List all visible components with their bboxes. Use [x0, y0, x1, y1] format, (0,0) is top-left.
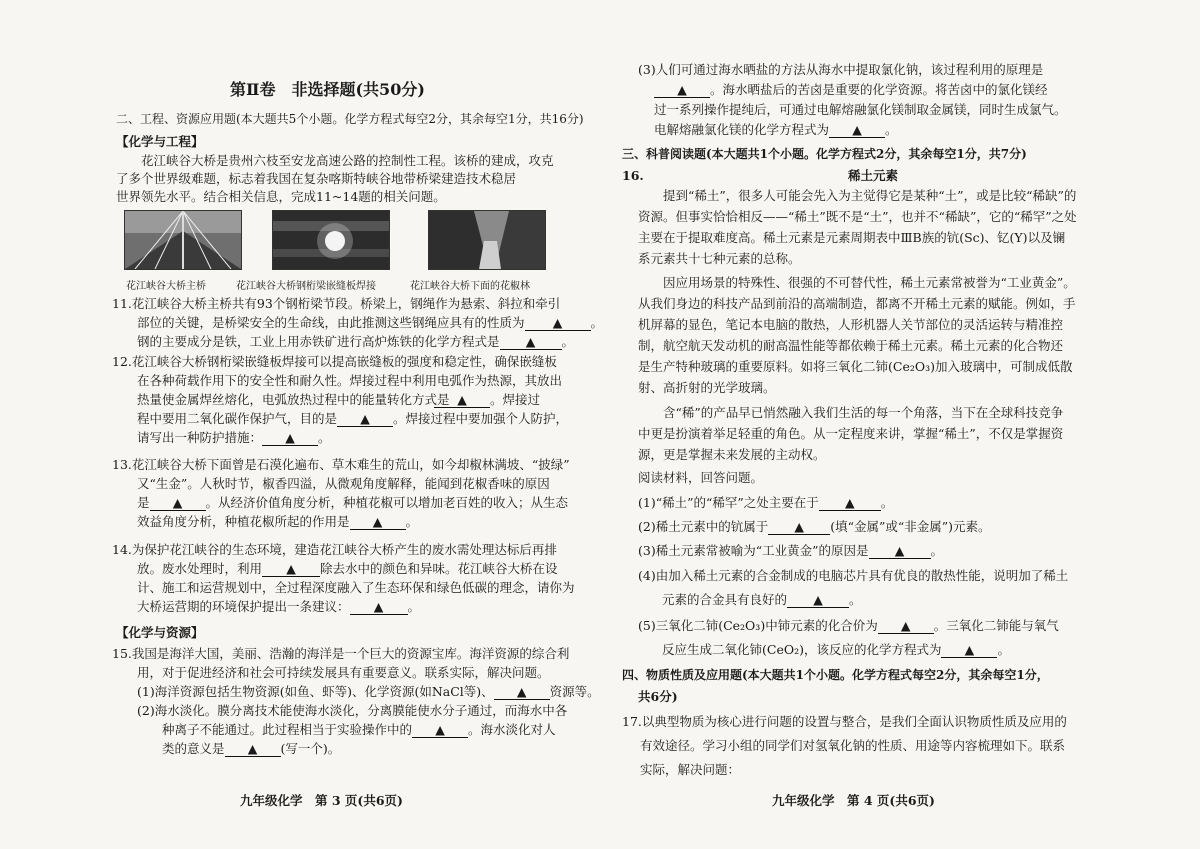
q16-item-text: 元素的合金具有良好的 [662, 592, 788, 607]
q16-item-text: (1)“稀土”的“稀罕”之处主要在于 [638, 495, 819, 510]
passage-line: 中更是扮演着举足轻重的角色。从一定程度来讲，掌握“稀土”，不仅是掌握资 [638, 426, 1064, 441]
q15-3-line [654, 84, 1048, 98]
q12-line [112, 413, 568, 427]
q16-item: 反应生成二氧化铈(CeO₂)，该反应的化学方程式为 ▲ 。 [662, 642, 1010, 657]
q12-text: 程中要用二氧化碳作保护气，目的是 [112, 411, 338, 426]
exam-page-4 [600, 0, 1200, 849]
q15-text: 用，对于促进经济和社会可持续发展具有重要意义。联系实际，解决问题。 [112, 665, 550, 680]
q16-item-text: 反应生成二氧化铈(CeO₂)，该反应的化学方程式为 [662, 642, 942, 657]
q13-text: 又“生金”。人秋时节，椒香四溢，从微观角度解释，能闻到花椒香味的原因 [112, 476, 550, 491]
q11-line: 部位的关键，是桥梁安全的生命线，由此推测这些钢绳应具有的性质为 ▲ 。 [112, 315, 604, 330]
section-title: 第Ⅱ卷 非选择题(共50分) [230, 80, 425, 99]
q11-line: 钢的主要成分是铁，工业上用赤铁矿进行高炉炼铁的化学方程式是 ▲ 。 [112, 334, 575, 349]
answer-blank[interactable]: ▲ [787, 594, 849, 608]
q15-3-line: 电解熔融氯化镁的化学方程式为 ▲ 。 [654, 122, 898, 137]
answer-blank[interactable]: ▲ [262, 432, 318, 446]
q17-text: 实际，解决问题： [640, 762, 741, 777]
answer-blank[interactable]: ▲ [494, 686, 550, 700]
answer-blank[interactable]: ▲ [337, 413, 393, 427]
part4-header-cont: 共6分) [638, 689, 678, 704]
q15-text: (2)海水淡化。膜分离技术能使海水淡化，分离膜能使水分子通过，而海水中各 [112, 703, 568, 718]
passage-line: 资源。但事实恰恰相反——“稀土”既不是“土”，也并不“稀缺”，它的“稀罕”之处 [638, 209, 1077, 224]
q15-text: 资源等。 [549, 684, 600, 699]
answer-blank[interactable]: ▲ [819, 497, 881, 511]
intro-line: 了多个世界级难题，标志着我国在复杂喀斯特峡谷地带桥梁建造技术稳居 [116, 171, 517, 186]
answer-blank[interactable]: ▲ [434, 394, 490, 408]
passage-line: 源，更是掌握未来发展的主动权。 [638, 447, 826, 462]
intro-line: 世界领先水平。结合相关信息，完成11~14题的相关问题。 [116, 189, 446, 204]
chem-res-label: 【化学与资源】 [116, 625, 204, 640]
passage-line: 含“稀”的产品早已悄然融入我们生活的每一个角落，当下在全球科技竞争 [638, 405, 1064, 420]
welding-photo [272, 210, 390, 270]
answer-blank[interactable]: ▲ [412, 724, 468, 738]
read-prompt: 阅读材料，回答问题。 [638, 470, 764, 485]
q11-text: 部位的关键，是桥梁安全的生命线，由此推测这些钢绳应具有的性质为 [112, 315, 525, 330]
passage-line: 制，航空航天发动机的耐高温性能等都依赖于稀土元素。稀土元素的化合物还 [638, 338, 1064, 353]
q13-text: 13.花江峡谷大桥下面曾是石漠化遍布、草木难生的荒山，如今却椒林满坡、“披绿” [112, 457, 570, 472]
passage-line: 系元素共十七种元素的总称。 [638, 251, 801, 266]
q14-text: 计、施工和运营规划中，全过程深度融入了生态环保和绿色低碳的理念，请你为 [112, 580, 575, 595]
q13-line [112, 497, 568, 511]
q16-item: (3)稀土元素常被喻为“工业黄金”的原因是 ▲ 。 [638, 543, 944, 558]
answer-blank[interactable]: ▲ [150, 497, 206, 511]
answer-blank[interactable]: ▲ [225, 743, 281, 757]
answer-blank[interactable]: ▲ [829, 124, 885, 138]
part4-header: 四、物质性质及应用题(本大题共1个小题。化学方程式每空2分，其余每空1分， [622, 668, 1049, 682]
q16-item-text: (3)稀土元素常被喻为“工业黄金”的原因是 [638, 543, 869, 558]
q15-3-text: 。海水晒盐后的苦卤是重要的化学资源。将苦卤中的氯化镁经 [710, 82, 1048, 97]
q15-text: 15.我国是海洋大国，美丽、浩瀚的海洋是一个巨大的资源宝库。海洋资源的综合利 [112, 646, 570, 661]
q14-text: 除去水中的颜色和异味。花江峡谷大桥在设 [320, 561, 558, 576]
q12-text: 在各种荷载作用下的安全性和耐久性。焊接过程中利用电弧作为热源，其放出 [112, 373, 563, 388]
q12-inline [434, 394, 540, 408]
q16-item-text: (5)三氧化二铈(Ce₂O₃)中铈元素的化合价为 [638, 618, 878, 633]
q12-text: 。焊接过 [490, 392, 541, 407]
q14-line [112, 563, 558, 577]
q15-text: 。海水淡化对人 [468, 722, 556, 737]
passage-line: 机屏幕的显色，笔记本电脑的散热，人形机器人关节部位的灵活运转与精准控 [638, 317, 1064, 332]
answer-blank[interactable]: ▲ [262, 563, 320, 577]
q13-text: 是 [112, 495, 150, 510]
q15-line [112, 686, 600, 700]
part3-header: 三、科普阅读题(本大题共1个小题。化学方程式2分，其余每空1分，共7分) [622, 147, 1027, 161]
q16-item-text: 。三氧化二铈能与氧气 [933, 618, 1059, 633]
passage-line: 从我们身边的科技产品到前沿的高端制造，都离不开稀土元素的赋能。例如，手 [638, 296, 1076, 311]
part2-header: 二、工程、资源应用题(本大题共5个小题。化学方程式每空2分，其余每空1分，共16分) [116, 112, 584, 126]
q11-text: 11.花江峡谷大桥主桥共有93个钢桁梁节段。桥梁上，钢绳作为悬索、斜拉和牵引 [112, 296, 561, 311]
q13-line: 效益角度分析，种植花椒所起的作用是 ▲ 。 [112, 514, 419, 529]
q15-3-text: 过一系列操作提纯后，可通过电解熔融氯化镁制取金属镁，同时生成氯气。 [654, 102, 1067, 117]
photo-caption: 花江峡谷大桥钢桁梁嵌缝板焊接 [236, 281, 376, 292]
q15-text: (1)海洋资源包括生物资源(如鱼、虾等)、化学资源(如NaCl等)、 [112, 684, 494, 699]
q12-text: 。焊接过程中要加强个人防护， [393, 411, 569, 426]
q16-item-text: (4)由加入稀土元素的合金制成的电脑芯片具有优良的散热性能，说明加了稀土 [638, 568, 1069, 583]
chem-eng-label: 【化学与工程】 [116, 134, 204, 149]
q16-item: 元素的合金具有良好的 ▲ 。 [662, 592, 862, 607]
q15-text: (写一个)。 [280, 741, 341, 756]
q16-item-text: (2)稀土元素中的钪属于 [638, 519, 769, 534]
q13-text: 效益角度分析，种植花椒所起的作用是 [112, 514, 350, 529]
answer-blank[interactable]: ▲ [878, 620, 934, 634]
passage-line: 射、高折射的光学玻璃。 [638, 380, 776, 395]
q16-number: 16. [622, 168, 644, 183]
answer-blank[interactable]: ▲ [941, 644, 997, 658]
page-footer: 九年级化学 第 3 页(共6页) [240, 793, 403, 808]
passage-line: 是生产特种玻璃的重要原料。如将三氧化二铈(Ce₂O₃)加入玻璃中，可制成低散 [638, 359, 1073, 374]
q16-item [638, 521, 991, 535]
passage-line: 因应用场景的特殊性、很强的不可替代性，稀土元素常被誉为“工业黄金”。 [638, 275, 1076, 290]
q16-item [638, 620, 1059, 634]
q12-text: 12.花江峡谷大桥钢桁梁嵌缝板焊接可以提高嵌缝板的强度和稳定性，确保嵌缝板 [112, 354, 557, 369]
q15-text: 类的意义是 [112, 741, 225, 756]
pepper-forest-photo [428, 210, 546, 270]
photo-caption: 花江峡谷大桥主桥 [126, 281, 206, 292]
q14-text: 放。废水处理时，利用 [112, 561, 263, 576]
photo-caption: 花江峡谷大桥下面的花椒林 [410, 281, 530, 292]
q17-text: 有效途径。学习小组的同学们对氢氧化钠的性质、用途等内容梳理如下。联系 [640, 738, 1066, 753]
q17-text: 17.以典型物质为核心进行问题的设置与整合，是我们全面认识物质性质及应用的 [622, 714, 1067, 729]
q12-text: 热量使金属焊丝熔化，电弧放热过程中的能量转化方式是 [112, 392, 450, 407]
q12-text: 请写出一种防护措施： [112, 430, 263, 445]
q13-text: 。从经济价值角度分析，种植花椒可以增加老百姓的收入；从生态 [205, 495, 569, 510]
answer-blank[interactable]: ▲ [500, 336, 562, 350]
answer-blank[interactable]: ▲ [350, 601, 408, 615]
page-footer: 九年级化学 第 4 页(共6页) [772, 793, 935, 808]
q15-3-text: 电解熔融氯化镁的化学方程式为 [654, 122, 830, 137]
passage-line: 提到“稀土”，很多人可能会先入为主觉得它是某种“土”，或是比较“稀缺”的 [638, 188, 1077, 203]
q12-line: 请写出一种防护措施： ▲ 。 [112, 430, 331, 445]
q14-text: 14.为保护花江峡谷的生态环境，建造花江峡谷大桥产生的废水需处理达标后再排 [112, 542, 557, 557]
q14-line: 大桥运营期的环境保护提出一条建议： ▲ 。 [112, 599, 421, 614]
answer-blank[interactable]: ▲ [768, 521, 830, 535]
answer-blank[interactable]: ▲ [350, 516, 406, 530]
answer-blank[interactable]: ▲ [654, 84, 710, 98]
answer-blank[interactable]: ▲ [525, 317, 591, 331]
q15-line [112, 724, 556, 738]
bridge-main-photo [124, 210, 242, 270]
q15-text: 种离子不能通过。此过程相当于实验操作中的 [112, 722, 413, 737]
passage-line: 主要在于提取难度高。稀土元素是元素周期表中ⅢB族的钪(Sc)、钇(Y)以及镧 [638, 230, 1066, 245]
q11-text: 钢的主要成分是铁，工业上用赤铁矿进行高炉炼铁的化学方程式是 [112, 334, 500, 349]
intro-line: 花江峡谷大桥是贵州六枝至安龙高速公路的控制性工程。该桥的建成，攻克 [116, 153, 554, 168]
q16-item-text: (填“金属”或“非金属”)元素。 [830, 519, 991, 534]
q15-3-text: (3)人们可通过海水晒盐的方法从海水中提取氯化钠，该过程利用的原理是 [638, 62, 1044, 77]
answer-blank[interactable]: ▲ [869, 545, 931, 559]
q16-item: (1)“稀土”的“稀罕”之处主要在于 ▲ 。 [638, 495, 894, 510]
q15-line [112, 743, 340, 757]
q14-text: 大桥运营期的环境保护提出一条建议： [112, 599, 350, 614]
q16-title: 稀土元素 [848, 168, 899, 183]
